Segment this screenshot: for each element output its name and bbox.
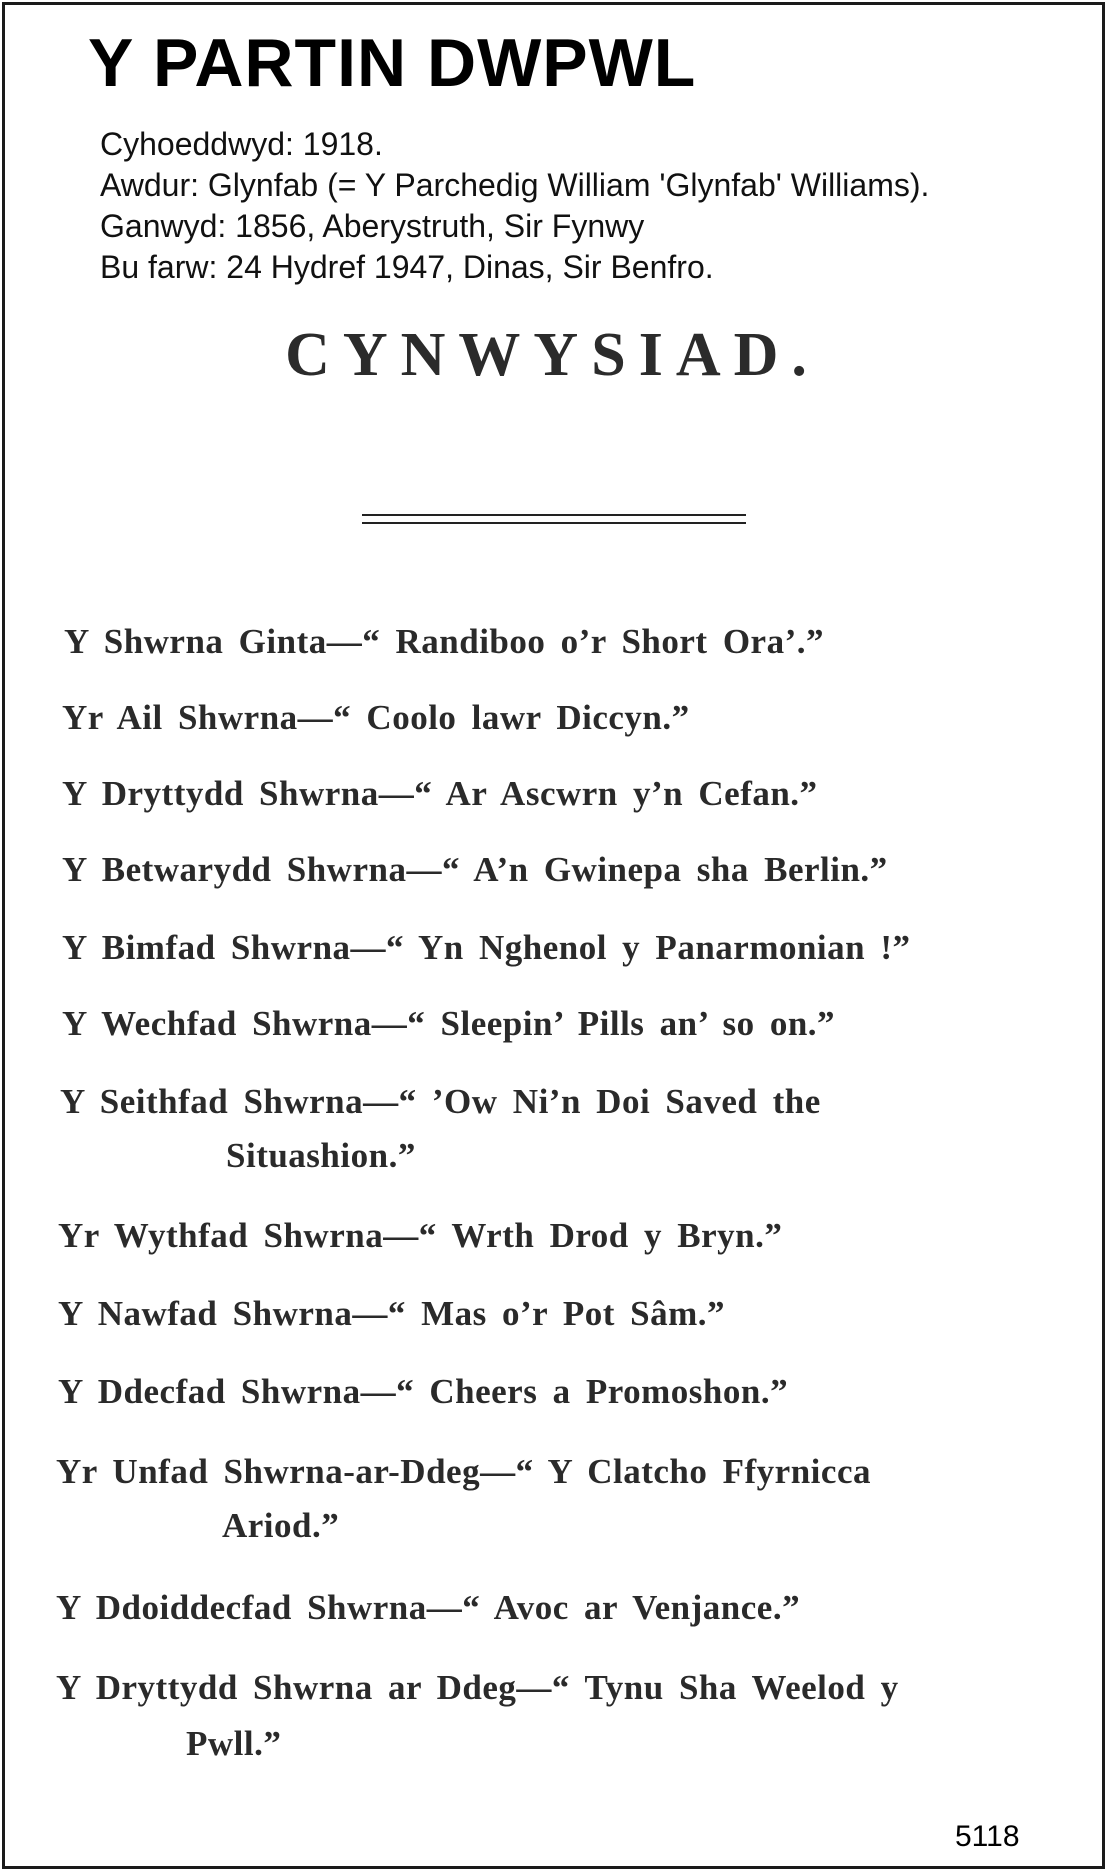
toc-entry-11: Yr Unfad Shwrna-ar-Ddeg—“ Y Clatcho Ffyrnicca: [56, 1452, 871, 1491]
toc-entry-10: Y Ddecfad Shwrna—“ Cheers a Promoshon.”: [58, 1372, 789, 1411]
page-number: 5118: [955, 1820, 1020, 1853]
toc-entry-7: Y Seithfad Shwrna—“ ’Ow Ni’n Doi Saved the: [60, 1082, 821, 1121]
toc-entry-7-continuation: Situashion.”: [226, 1136, 416, 1175]
toc-entry-1: Y Shwrna Ginta—“ Randiboo o’r Short Ora’.”: [64, 622, 824, 661]
toc-entry-13: Y Dryttydd Shwrna ar Ddeg—“ Tynu Sha Weelod y: [56, 1668, 899, 1707]
toc-entry-5: Y Bimfad Shwrna—“ Yn Nghenol y Panarmonian !”: [62, 928, 911, 967]
toc-entry-6: Y Wechfad Shwrna—“ Sleepin’ Pills an’ so on.”: [62, 1004, 836, 1043]
toc-entry-2: Yr Ail Shwrna—“ Coolo lawr Diccyn.”: [62, 698, 690, 737]
toc-entry-12: Y Ddoiddecfad Shwrna—“ Avoc ar Venjance.”: [56, 1588, 801, 1627]
meta-died: Bu farw: 24 Hydref 1947, Dinas, Sir Benfro.: [100, 249, 714, 285]
publication-meta: [100, 124, 929, 288]
page-title: Y PARTIN DWPWL: [88, 25, 697, 101]
toc-entry-4: Y Betwarydd Shwrna—“ A’n Gwinepa sha Berlin.”: [62, 850, 888, 889]
contents-heading: CYNWYSIAD.: [285, 321, 820, 389]
toc-entry-13-continuation: Pwll.”: [186, 1724, 282, 1763]
toc-entry-8: Yr Wythfad Shwrna—“ Wrth Drod y Bryn.”: [58, 1216, 783, 1255]
toc-entry-3: Y Dryttydd Shwrna—“ Ar Ascwrn y’n Cefan.”: [62, 774, 818, 813]
toc-entry-9: Y Nawfad Shwrna—“ Mas o’r Pot Sâm.”: [58, 1294, 725, 1333]
double-rule-divider: [362, 514, 746, 524]
meta-author: Awdur: Glynfab (= Y Parchedig William 'Glynfab' Williams).: [100, 167, 930, 203]
meta-born: Ganwyd: 1856, Aberystruth, Sir Fynwy: [100, 208, 645, 244]
toc-entry-11-continuation: Ariod.”: [222, 1506, 340, 1545]
meta-published: Cyhoeddwyd: 1918.: [100, 126, 383, 162]
